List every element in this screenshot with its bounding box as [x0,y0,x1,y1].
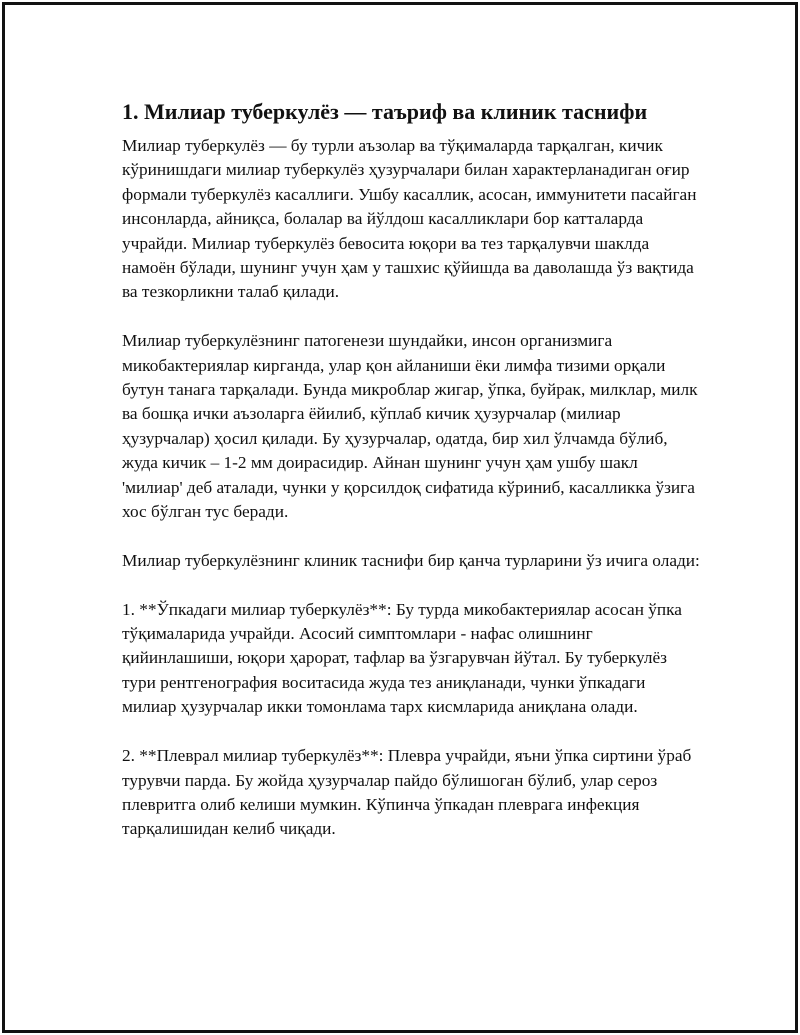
paragraph-pulmonary-type: 1. **Ўпкадаги милиар туберкулёз**: Бу турда микобактериялар асосан ўпка тўқималарида учрайди. Асосий симптомлари - нафас олишнинг қийинлашиши, юқори ҳарорат, тафлар ва ўзгарувчан йўтал. Бу туберкулёз тури рентгенография воситасида жуда тез аниқланади, чунки ўпкадаги милиар ҳузурчалар икки томонлама тарх кисмларида аниқлана олади. [122,599,682,717]
section-heading: 1. Милиар туберкулёз — таъриф ва клиник таснифи [122,99,648,124]
paragraph-classification-intro: Милиар туберкулёзнинг клиник таснифи бир қанча турларини ўз ичига олади: [122,550,700,570]
paragraph-definition: Милиар туберкулёз — бу турли аъзолар ва тўқималарда тарқалган, кичик кўринишдаги милиар туберкулёз ҳузурчалари билан характерланадиган оғир формали туберкулёз касаллиги. Ушбу касаллик, асосан, иммунитети пасайган инсонларда, айниқса, болалар ва йўлдош касалликлари бор катталарда учрайди. Милиар туберкулёз бевосита юқори ва тез тарқалувчи шаклда намоён бўлади, шунинг учун ҳам у ташхис қўйишда ва даволашда ўз вақтида ва тезкорликни талаб қилади. [122,136,697,302]
paragraph-pleural-type: 2. **Плеврал милиар туберкулёз**: Плевра учрайди, яъни ўпка сиртини ўраб турувчи парда. Бу жойда ҳузурчалар пайдо бўлишоган бўлиб, улар сероз плевритга олиб келиши мумкин. Кўпинча ўпкадан плеврага инфекция тарқалишидан келиб чиқади. [122,746,692,839]
page-frame [2,2,798,1033]
document-body [122,97,702,866]
paragraph-pathogenesis: Милиар туберкулёзнинг патогенези шундайки, инсон организмига микобактериялар кирганда, улар қон айланиши ёки лимфа тизими орқали бутун танага тарқалади. Бунда микроблар жигар, ўпка, буйрак, милклар, милк ва бошқа ички аъзоларга ёйилиб, кўплаб кичик ҳузурчалар (милиар ҳузурчалар) ҳосил қилади. Бу ҳузурчалар, одатда, бир хил ўлчамда бўлиб, жуда кичик – 1-2 мм доирасидир. Айнан шунинг учун ҳам ушбу шакл 'милиар' деб аталади, чунки у қорсилдоқ сифатида кўриниб, касалликка ўзига хос бўлган тус беради. [122,331,698,522]
